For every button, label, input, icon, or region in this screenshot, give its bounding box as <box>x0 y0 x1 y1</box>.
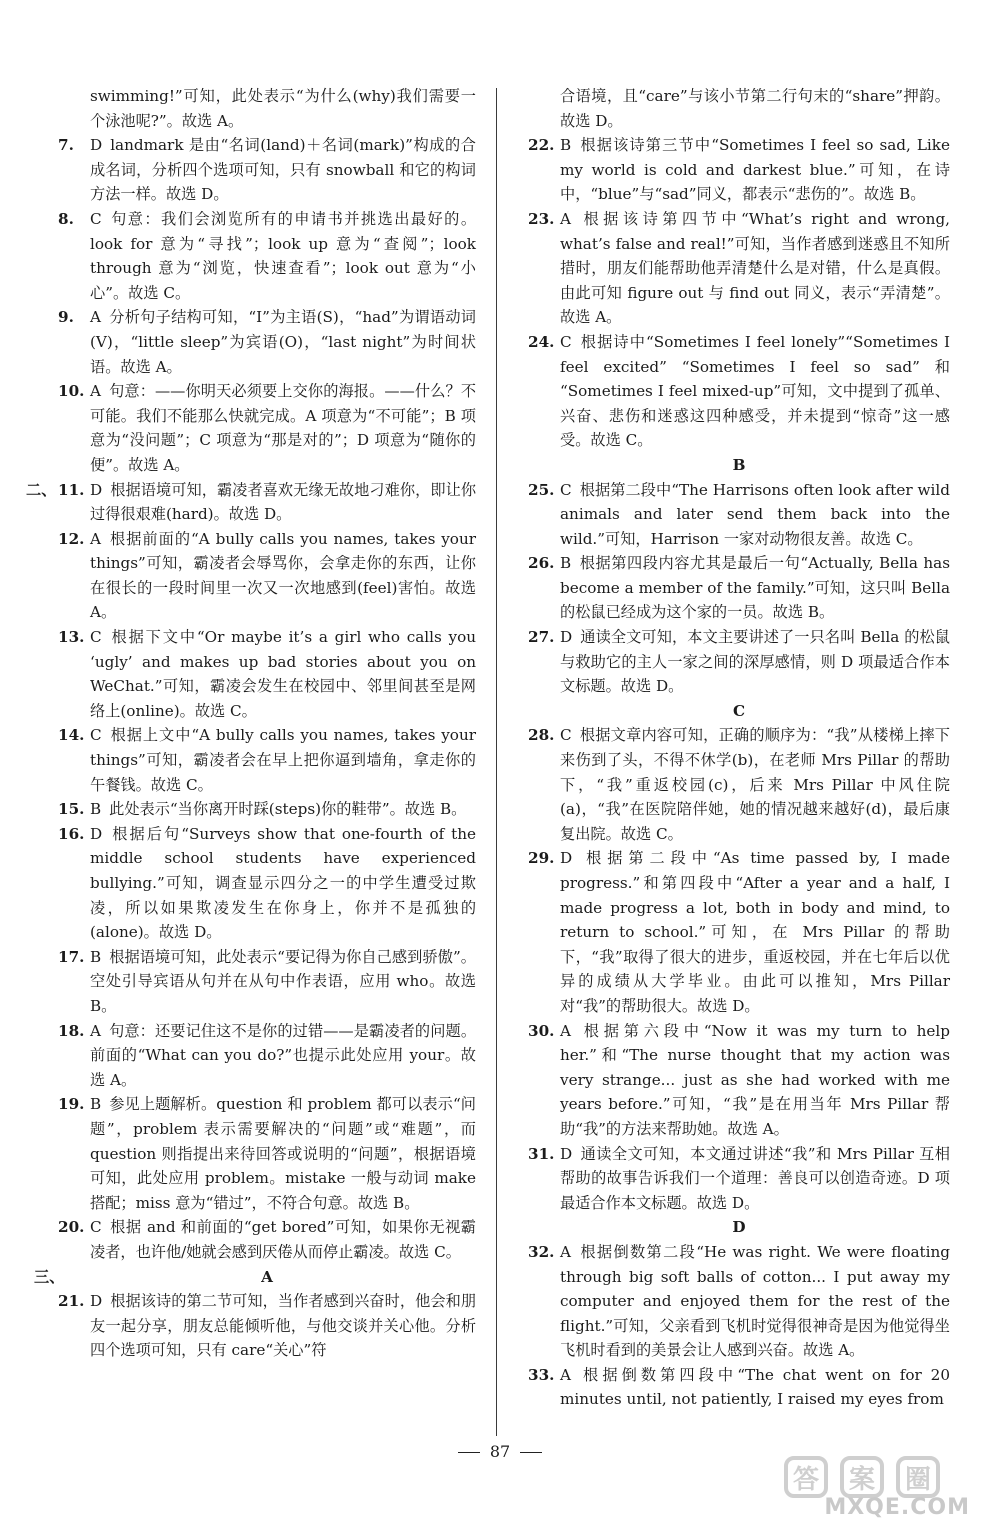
question-number: 33. <box>528 1365 555 1384</box>
answer-item <box>58 379 476 477</box>
answer-item <box>58 1215 476 1264</box>
explanation-text: 根据 and 和前面的“get bored”可知，如果你无视霸凌者，也许他/她就会感到厌倦从而停止霸凌。故选 C。 <box>90 1218 476 1261</box>
watermark-logo-icon <box>756 1452 976 1500</box>
section-heading <box>34 1265 476 1290</box>
answer-item <box>528 846 950 1018</box>
question-number: 10. <box>58 382 85 401</box>
explanation-text: 根据文章内容可知，正确的顺序为：“我”从楼梯上摔下来伤到了头，不得不休学(b)，在老师 Mrs Pillar 的帮助下，“我”重返校园(c)，后来 Mrs Pillar 中风住院(a)，“我”在医院陪伴她，她的情况越来越好(d)，最后康复出院。故选 C。 <box>560 726 950 843</box>
answer-letter: A <box>90 1021 101 1040</box>
question-number: 24. <box>528 332 555 351</box>
explanation-text: 根据第四段内容尤其是最后一句“Actually, Bella has become a member of the family.”可知，这只叫 Bella 的松鼠已经成为这个家的一员。故选 B。 <box>560 554 950 622</box>
explanation-text: 句意：——你明天必须要上交你的海报。——什么？不可能。我们不能那么快就完成。A 项意为“不可能”；B 项意为“没问题”；C 项意为“那是对的”；D 项意为“随你的便”。故选 A。 <box>90 382 476 474</box>
answer-letter: C <box>90 1218 102 1237</box>
explanation-text: 根据第二段中“As time passed by, I made progress.”和第四段中“After a year and a half, I made progress a lot, both in body and mind, to return to school.”可知，在 Mrs Pillar 的帮助下，“我”取得了很大的进步，重返校园，并在七年后以优异的成绩从大学毕业。由此可以推知，Mrs Pillar 对“我”的帮助很大。故选 D。 <box>560 849 950 1015</box>
explanation-text: 根据下文中“Or maybe it’s a girl who calls you ‘ugly’ and makes up bad stories about you on WeChat.”可知，霸凌会发生在校园中、邻里间甚至是网络上(online)。故选 C。 <box>90 628 476 720</box>
page-number: 87 <box>489 1442 511 1461</box>
explanation-text: 根据第二段中“The Harrisons often look after wild animals and later send them back into the wild.”可知，Harrison 一家对动物很友善。故选 C。 <box>560 480 950 548</box>
answer-letter: B <box>90 800 102 819</box>
continued-text <box>528 84 950 133</box>
question-number: 9. <box>58 308 74 327</box>
watermark-char: 圈 <box>905 1465 932 1495</box>
passage-letter: D <box>732 1218 746 1237</box>
question-number: 20. <box>58 1218 85 1237</box>
section-number: 二、 <box>26 480 57 499</box>
section-number: 三、 <box>34 1267 65 1286</box>
section-heading <box>528 1215 950 1240</box>
explanation-text: 根据后句“Surveys show that one-fourth of the middle school students have experienced bullying.”可知，调查显示四分之一的中学生遭受过欺凌，所以如果欺凌发生在你身上，你并不是孤独的(alone)。故选 D。 <box>90 824 476 942</box>
answer-item <box>528 723 950 846</box>
answer-letter: B <box>90 1095 102 1114</box>
explanation-text: 句意：我们会浏览所有的申请书并挑选出最好的。look for 意为“寻找”；look up 意为“查阅”；look through 意为“浏览，快速查看”；look out 意为“小心”。故选 C。 <box>90 209 476 302</box>
question-number: 22. <box>528 136 555 155</box>
question-number: 7. <box>58 136 74 155</box>
right-column <box>528 84 950 1412</box>
answer-item <box>528 551 950 625</box>
explanation-text: 根据该诗第四节中“What’s right and wrong, what’s false and real!”可知，当作者感到迷惑且不知所措时，朋友们能帮助他弄清楚什么是对错，什么是真假。由此可知 figure out 与 find out 同义，表示“弄清楚”。故选 A。 <box>560 209 950 327</box>
answer-item <box>528 625 950 699</box>
question-number: 19. <box>58 1095 85 1114</box>
explanation-text: 根据诗中“Sometimes I feel lonely”“Sometimes I feel excited” “Sometimes I feel so sad” 和 “Sometimes I feel mixed-up”可知，文中提到了孤单、兴奋、悲伤和迷惑这四种感受，并未提到“惊奇”这一感受。故选 C。 <box>560 332 950 450</box>
answer-item <box>528 330 950 453</box>
answer-letter: D <box>90 1292 103 1311</box>
question-number: 25. <box>528 480 555 499</box>
question-number: 29. <box>528 849 555 868</box>
answer-item <box>58 822 476 945</box>
explanation-text: 根据该诗第三节中“Sometimes I feel so sad, Like my world is cold and darkest blue.”可知，在诗中，“blue”与“sad”同义，都表示“悲伤的”。故选 B。 <box>560 136 950 204</box>
answer-item <box>26 478 476 527</box>
answer-letter: C <box>90 726 102 745</box>
passage-letter: B <box>732 455 746 474</box>
watermark-char: 案 <box>849 1465 876 1495</box>
continued-text <box>58 84 476 133</box>
dash-right <box>520 1452 542 1453</box>
explanation-text: landmark 是由“名词(land)＋名词(mark)”构成的合成名词，分析四个选项可知，只有 snowball 和它的构词方法一样。故选 D。 <box>90 136 476 204</box>
explanation-text: 根据语境可知，此处表示“要记得为你自己感到骄傲”。空处引导宾语从句并在从句中作表语，应用 who。故选 B。 <box>90 947 476 1015</box>
explanation-text: swimming!”可知，此处表示“为什么(why)我们需要一个泳池呢?”。故选 A。 <box>90 87 476 130</box>
section-heading <box>528 453 950 478</box>
section-heading <box>528 699 950 724</box>
watermark-text: MXQE.COM <box>824 1495 970 1520</box>
explanation-text: 根据第六段中“Now it was my turn to help her.”和“The nurse thought that my action was very strange... just as she had worked with me years before.”可知，“我”是在用当年 Mrs Pillar 帮助“我”的方法来帮助她。故选 A。 <box>560 1021 950 1138</box>
dash-left <box>458 1452 480 1453</box>
answer-item <box>528 1019 950 1142</box>
answer-item <box>58 797 476 822</box>
answer-letter: A <box>560 1242 571 1261</box>
question-number: 18. <box>58 1021 85 1040</box>
question-number: 21. <box>58 1292 85 1311</box>
explanation-text: 根据倒数第二段“He was right. We were floating through big soft balls of cotton... I put away my computer and enjoyed them for the rest of the flight.”可知，父亲看到飞机时觉得很神奇是因为他觉得坐飞机时看到的美景会让人感到兴奋。故选 A。 <box>560 1242 950 1360</box>
explanation-text: 通读全文可知，本文主要讲述了一只名叫 Bella 的松鼠与救助它的主人一家之间的深厚感情，则 D 项最适合作本文标题。故选 D。 <box>560 628 950 696</box>
passage-letter: A <box>261 1267 273 1286</box>
explanation-text: 根据该诗的第二节可知，当作者感到兴奋时，他会和朋友一起分享，朋友总能倾听他，与他交谈并关心他。分析四个选项可知，只有 care“关心”符 <box>90 1292 476 1360</box>
answer-letter: A <box>560 1365 571 1384</box>
question-number: 27. <box>528 628 555 647</box>
explanation-text: 根据上文中“A bully calls you names, takes your things”可知，霸凌者会在早上把你逼到墙角，拿走你的午餐钱。故选 C。 <box>90 726 476 794</box>
question-number: 17. <box>58 947 85 966</box>
explanation-text: 此处表示“当你离开时踩(steps)你的鞋带”。故选 B。 <box>109 800 467 819</box>
answer-item <box>58 305 476 379</box>
passage-letter: C <box>732 701 746 720</box>
answer-letter: B <box>560 554 572 573</box>
question-number: 30. <box>528 1021 555 1040</box>
explanation-text: 句意：还要记住这不是你的过错——是霸凌者的问题。前面的“What can you do?”也提示此处应用 your。故选 A。 <box>90 1021 476 1089</box>
explanation-text: 根据前面的“A bully calls you names, takes your things”可知，霸凌者会辱骂你，会拿走你的东西，让你在很长的一段时间里一次又一次地感到(feel)害怕。故选 A。 <box>90 529 476 622</box>
question-number: 23. <box>528 209 555 228</box>
answer-letter: C <box>90 628 102 647</box>
question-number: 26. <box>528 554 555 573</box>
answer-item <box>528 478 950 552</box>
explanation-text: 根据语境可知，霸凌者喜欢无缘无故地刁难你，即让你过得很艰难(hard)。故选 D。 <box>90 480 476 524</box>
column-divider <box>496 88 497 1436</box>
answer-letter: A <box>90 308 101 327</box>
answer-letter: D <box>560 849 573 868</box>
answer-letter: C <box>560 480 572 499</box>
watermark <box>756 1452 976 1524</box>
question-number: 16. <box>58 824 85 843</box>
answer-letter: D <box>90 136 103 155</box>
answer-letter: C <box>560 726 572 745</box>
answer-letter: D <box>90 480 103 499</box>
answer-item <box>528 1142 950 1216</box>
answer-letter: A <box>560 209 571 228</box>
answer-item <box>58 625 476 723</box>
answer-letter: A <box>560 1021 571 1040</box>
question-number: 13. <box>58 628 85 647</box>
answer-item <box>58 945 476 1019</box>
answer-letter: D <box>90 824 103 843</box>
question-number: 31. <box>528 1144 555 1163</box>
question-number: 11. <box>58 480 85 499</box>
explanation-text: 根据倒数第四段中“The chat went on for 20 minutes until, not patiently, I raised my eyes from <box>560 1365 950 1409</box>
left-column <box>26 84 476 1363</box>
answer-letter: D <box>560 1144 573 1163</box>
answer-item <box>528 207 950 330</box>
answer-letter: D <box>560 628 573 647</box>
explanation-text: 分析句子结构可知，“I”为主语(S)，“had”为谓语动词(V)，“little sleep”为宾语(O)，“last night”为时间状语。故选 A。 <box>90 308 476 376</box>
answer-item <box>528 133 950 207</box>
explanation-text: 参见上题解析。question 和 problem 都可以表示“问题”，problem 表示需要解决的“问题”或“难题”，而 question 则指提出来待回答或说明的“问题”，根据语境可知，此处应用 problem。mistake 一般与动词 make 搭配；miss 意为“错过”，不符合句意。故选 B。 <box>90 1095 476 1212</box>
explanation-text: 合语境，且“care”与该小节第二行句末的“share”押韵。故选 D。 <box>560 87 950 130</box>
answer-letter: A <box>90 529 101 548</box>
answer-item <box>58 207 476 305</box>
question-number: 8. <box>58 209 74 228</box>
answer-item <box>528 1240 950 1363</box>
question-number: 28. <box>528 726 555 745</box>
answer-letter: A <box>90 382 101 401</box>
answer-letter: C <box>90 209 102 228</box>
question-number: 12. <box>58 529 85 548</box>
answer-letter: B <box>90 947 102 966</box>
answer-letter: B <box>560 136 572 155</box>
answer-item <box>58 1092 476 1215</box>
question-number: 32. <box>528 1242 555 1261</box>
explanation-text: 通读全文可知，本文通过讲述“我”和 Mrs Pillar 互相帮助的故事告诉我们一个道理：善良可以创造奇迹。D 项最适合作本文标题。故选 D。 <box>560 1144 950 1212</box>
answer-item <box>58 133 476 207</box>
answer-item <box>58 723 476 797</box>
answer-letter: C <box>560 332 572 351</box>
answer-item <box>58 1019 476 1093</box>
answer-item <box>58 527 476 625</box>
watermark-char: 答 <box>793 1465 820 1495</box>
question-number: 14. <box>58 726 85 745</box>
answer-item <box>58 1289 476 1363</box>
question-number: 15. <box>58 800 85 819</box>
answer-item <box>528 1363 950 1412</box>
